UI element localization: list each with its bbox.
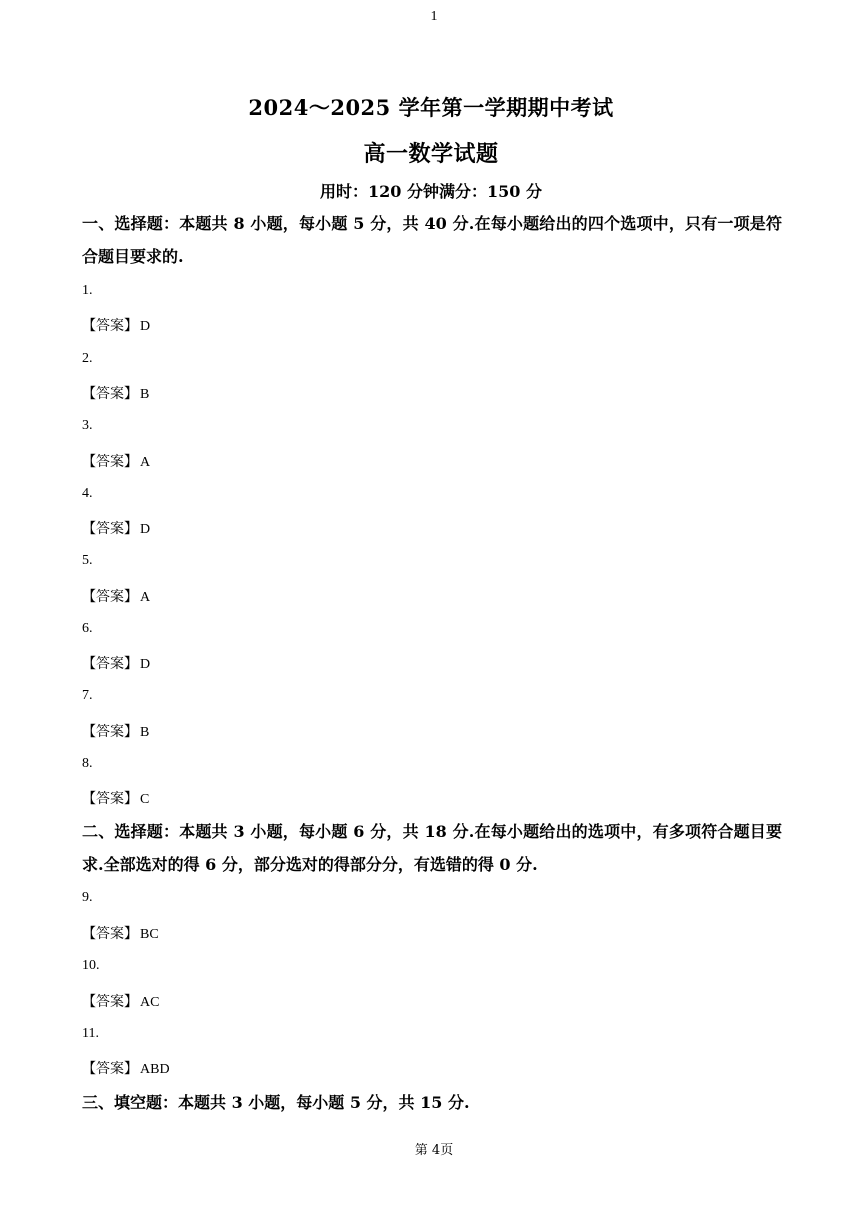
question-number: 11. [82,1026,99,1041]
answer-value: D [140,522,151,537]
question-number: 4. [82,486,93,501]
answer-label: 【答案】 [82,791,138,807]
question-number: 10. [82,958,100,973]
answer-label: 【答案】 [82,994,138,1010]
answer-line [82,923,159,943]
question-number: 5. [82,553,93,568]
answer-value: B [140,725,150,740]
answer-value: B [140,387,150,402]
section-one-heading: 一、选择题：本题共 8 小题，每小题 5 分，共 40 分.在每小题给出的四个选项中，只有一项是符合题目要求的. [82,214,782,266]
answer-label: 【答案】 [82,318,138,334]
question-number: 6. [82,621,93,636]
answer-label: 【答案】 [82,589,138,605]
answer-value: D [140,657,151,672]
section-two-heading: 二、选择题：本题共 3 小题，每小题 6 分，共 18 分.在每小题给出的选项中，有多项符合题目要求.全部选对的得 6 分，部分选对的得部分分，有选错的得 0 分. [82,822,782,874]
answer-line [82,315,150,335]
answer-label: 【答案】 [82,926,138,942]
answer-label: 【答案】 [82,1061,138,1077]
answer-line [82,586,150,606]
answer-line [82,653,150,673]
page-number-top: 1 [430,9,438,24]
answer-line [82,721,149,741]
answer-line [82,991,159,1011]
answer-value: C [140,792,150,807]
answer-value: A [140,590,151,605]
answer-value: ABD [140,1062,170,1077]
answer-line [82,383,149,403]
question-number: 9. [82,890,93,905]
question-number: 7. [82,688,93,703]
answer-line [82,518,150,538]
answer-label: 【答案】 [82,521,138,537]
question-number: 1. [82,283,93,298]
exam-meta: 用时：120 分钟满分：150 分 [320,182,542,201]
question-number: 3. [82,418,93,433]
answer-label: 【答案】 [82,656,138,672]
answer-label: 【答案】 [82,454,138,470]
answer-label: 【答案】 [82,386,138,402]
section-three-heading: 三、填空题：本题共 3 小题，每小题 5 分，共 15 分. [82,1093,470,1112]
exam-title: 2024～2025 学年第一学期期中考试 [248,95,614,120]
answer-line [82,788,149,808]
answer-value: BC [140,927,159,942]
answer-line [82,451,150,471]
question-number: 8. [82,756,93,771]
page-footer: 第 4页 [414,1143,454,1158]
answer-value: AC [140,995,160,1010]
answer-line [82,1058,170,1078]
question-number: 2. [82,351,93,366]
answer-value: D [140,319,151,334]
answer-label: 【答案】 [82,724,138,740]
subject-title: 高一数学试题 [363,141,499,167]
answer-value: A [140,455,151,470]
